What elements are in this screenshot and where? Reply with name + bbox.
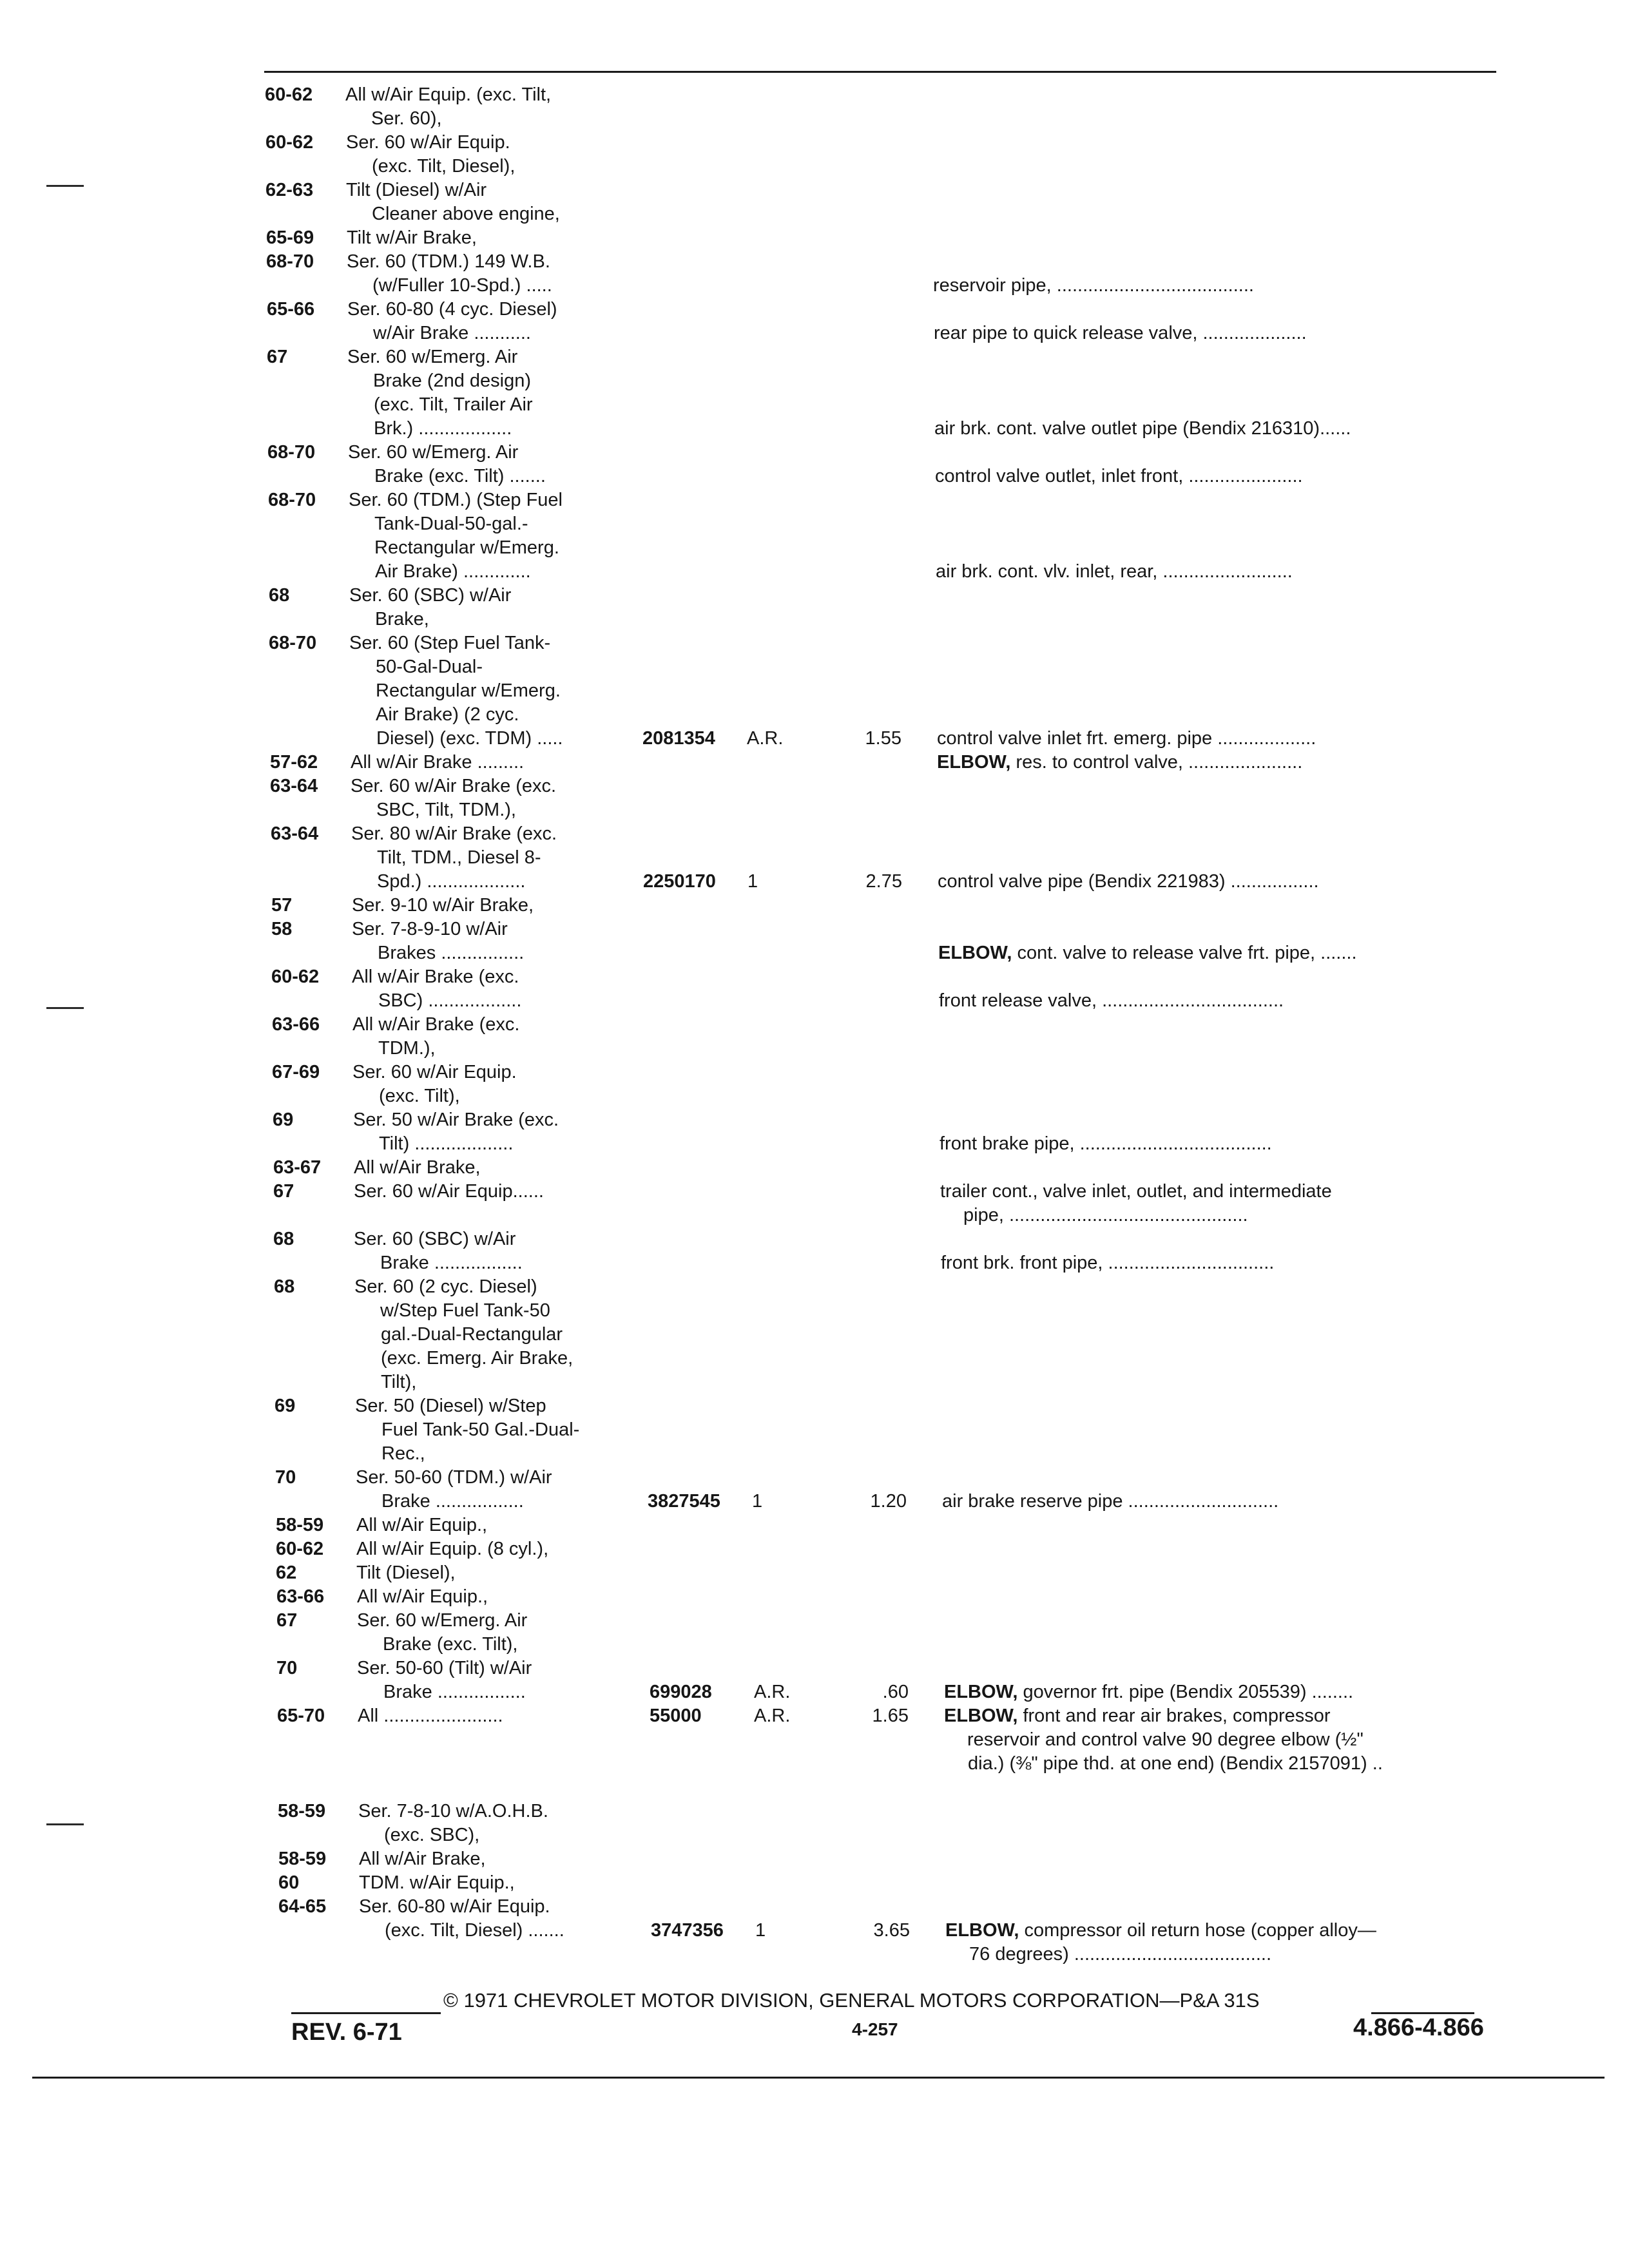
part-name: ELBOW, <box>938 943 1012 963</box>
part-description <box>938 941 1357 965</box>
part-description <box>934 417 1351 441</box>
application-text: Tank-Dual-50-gal.- <box>374 514 528 534</box>
list-price: 1.20 <box>870 1491 907 1512</box>
application-text: Ser. 60 w/Air Brake (exc. <box>351 776 557 796</box>
model-years: 67 <box>267 347 288 367</box>
application-text: Ser. 50 (Diesel) w/Step <box>355 1396 546 1416</box>
part-number: 55000 <box>650 1706 702 1726</box>
application-text: gal.-Dual-Rectangular <box>381 1324 563 1345</box>
application-text: All w/Air Equip., <box>357 1586 488 1607</box>
model-years: 67 <box>273 1181 294 1202</box>
page-number: 4-257 <box>852 2019 898 2039</box>
quantity: A.R. <box>747 728 784 749</box>
application-text: Ser. 60), <box>371 108 442 129</box>
description-text: front brk. front pipe, ................................ <box>941 1253 1275 1273</box>
part-description <box>937 751 1302 774</box>
application-text: (w/Fuller 10-Spd.) ..... <box>372 275 552 296</box>
description-text: governor frt. pipe (Bendix 205539) ........ <box>1017 1682 1354 1702</box>
description-text: control valve outlet, inlet front, ...................... <box>935 466 1303 486</box>
model-years: 58-59 <box>276 1515 324 1535</box>
application-text: Ser. 60 w/Emerg. Air <box>357 1610 528 1631</box>
application-text: All w/Air Equip. (exc. Tilt, <box>345 84 552 105</box>
application-text: Rec., <box>381 1443 425 1464</box>
model-years: 67-69 <box>272 1062 320 1082</box>
model-years: 60-62 <box>276 1539 324 1559</box>
part-description <box>936 560 1293 584</box>
application-text: Air Brake) ............. <box>375 561 531 582</box>
model-years: 67 <box>276 1610 298 1631</box>
quantity: A.R. <box>754 1706 791 1726</box>
binder-hole-mark <box>46 185 84 187</box>
model-years: 62-63 <box>265 180 314 200</box>
part-description <box>940 1180 1332 1204</box>
application-text: Rectangular w/Emerg. <box>374 537 559 558</box>
application-text: Tilt) ................... <box>379 1133 514 1154</box>
application-text: (exc. Tilt, Diesel), <box>372 156 516 177</box>
description-text: front and rear air brakes, compressor <box>1017 1706 1331 1726</box>
application-text: Brake ................. <box>380 1253 523 1273</box>
model-years: 68-70 <box>269 633 317 653</box>
application-text: (exc. Tilt), <box>379 1086 460 1106</box>
application-text: Tilt, TDM., Diesel 8- <box>377 847 541 868</box>
model-years: 57-62 <box>270 752 318 773</box>
description-text: air brake reserve pipe ............................. <box>942 1491 1279 1512</box>
part-number: 2250170 <box>643 871 716 892</box>
application-text: Ser. 60 (Step Fuel Tank- <box>349 633 551 653</box>
part-description <box>968 1752 1383 1776</box>
part-description <box>934 322 1307 345</box>
part-description <box>938 870 1319 894</box>
model-years: 69 <box>275 1396 296 1416</box>
application-text: SBC) .................. <box>378 990 522 1011</box>
model-years: 70 <box>276 1658 298 1678</box>
application-text: Brake (exc. Tilt), <box>383 1634 518 1655</box>
application-text: All w/Air Brake (exc. <box>352 966 519 987</box>
application-text: Brk.) .................. <box>374 418 512 439</box>
description-text: control valve inlet frt. emerg. pipe ................... <box>937 728 1316 749</box>
model-years: 60-62 <box>271 966 320 987</box>
application-text: Brakes ................ <box>378 943 525 963</box>
part-description <box>940 1132 1272 1156</box>
model-years: 68-70 <box>267 442 316 463</box>
application-text: Spd.) ................... <box>377 871 526 892</box>
application-text: TDM. w/Air Equip., <box>359 1872 515 1893</box>
application-text: Ser. 60 w/Emerg. Air <box>347 347 518 367</box>
description-text: dia.) (⅜" pipe thd. at one end) (Bendix 2157091) .. <box>968 1753 1383 1774</box>
model-years: 69 <box>273 1110 294 1130</box>
application-text: Ser. 50-60 (TDM.) w/Air <box>356 1467 552 1488</box>
application-text: Ser. 60 w/Air Equip. <box>352 1062 517 1082</box>
part-name: ELBOW, <box>944 1706 1018 1726</box>
list-price: 1.55 <box>865 728 901 749</box>
application-text: Ser. 60 w/Emerg. Air <box>348 442 519 463</box>
application-text: Ser. 9-10 w/Air Brake, <box>352 895 534 916</box>
part-description <box>939 989 1284 1013</box>
application-text: w/Air Brake ........... <box>373 323 531 343</box>
application-text: 50-Gal-Dual- <box>376 657 483 677</box>
application-text: Ser. 60 (SBC) w/Air <box>349 585 512 606</box>
part-description <box>963 1204 1248 1227</box>
description-text: reservoir and control valve 90 degree elbow (½" <box>967 1729 1364 1750</box>
part-description <box>942 1490 1278 1514</box>
application-text: Brake (exc. Tilt) ....... <box>374 466 546 486</box>
application-text: Ser. 80 w/Air Brake (exc. <box>351 823 557 844</box>
group-range: 4.866-4.866 <box>1353 2014 1484 2041</box>
application-text: Ser. 60 (SBC) w/Air <box>354 1229 516 1249</box>
model-years: 58-59 <box>278 1849 327 1869</box>
application-text: All w/Air Brake, <box>359 1849 486 1869</box>
application-text: Ser. 60 (TDM.) 149 W.B. <box>347 251 550 272</box>
application-text: All ....................... <box>358 1706 503 1726</box>
revision-label: REV. 6-71 <box>291 2019 402 2046</box>
application-text: Ser. 60 w/Air Equip. <box>346 132 510 153</box>
application-text: Tilt (Diesel), <box>356 1562 456 1583</box>
application-text: (exc. Tilt, Diesel) ....... <box>385 1920 564 1941</box>
application-text: (exc. Emerg. Air Brake, <box>381 1348 574 1369</box>
application-text: All w/Air Brake, <box>354 1157 481 1178</box>
model-years: 68-70 <box>266 251 314 272</box>
model-years: 62 <box>276 1562 297 1583</box>
application-text: Ser. 60 (2 cyc. Diesel) <box>354 1276 537 1297</box>
description-text: cont. valve to release valve frt. pipe, ....... <box>1012 943 1357 963</box>
description-text: res. to control valve, ...................... <box>1010 752 1303 773</box>
model-years: 68 <box>274 1276 295 1297</box>
part-description <box>944 1680 1353 1704</box>
application-text: Fuel Tank-50 Gal.-Dual- <box>381 1419 580 1440</box>
application-text: SBC, Tilt, TDM.), <box>376 800 516 820</box>
part-description <box>933 274 1254 298</box>
bottom-rule <box>32 2077 1605 2079</box>
model-years: 65-69 <box>266 227 314 248</box>
quantity: 1 <box>752 1491 763 1512</box>
application-text: Tilt w/Air Brake, <box>347 227 477 248</box>
part-number: 3827545 <box>648 1491 720 1512</box>
application-text: Diesel) (exc. TDM) ..... <box>376 728 563 749</box>
application-text: Ser. 60-80 (4 cyc. Diesel) <box>347 299 557 320</box>
part-description <box>937 727 1316 751</box>
application-text: Ser. 60 w/Air Equip...... <box>354 1181 544 1202</box>
application-text: TDM.), <box>378 1038 436 1059</box>
list-price: 2.75 <box>865 871 902 892</box>
description-text: rear pipe to quick release valve, .................... <box>934 323 1307 343</box>
list-price: 1.65 <box>872 1706 909 1726</box>
application-text: Ser. 60-80 w/Air Equip. <box>359 1896 550 1917</box>
footer-rule-left <box>291 2012 441 2014</box>
part-description <box>945 1919 1376 1943</box>
model-years: 60-62 <box>265 132 314 153</box>
model-years: 65-70 <box>277 1706 325 1726</box>
list-price: 3.65 <box>873 1920 910 1941</box>
application-text: Air Brake) (2 cyc. <box>376 704 519 725</box>
model-years: 58-59 <box>278 1801 326 1821</box>
model-years: 70 <box>275 1467 296 1488</box>
application-text: Brake, <box>375 609 429 629</box>
description-text: reservoir pipe, ...................................... <box>933 275 1254 296</box>
model-years: 58 <box>271 919 293 939</box>
top-rule <box>264 71 1496 73</box>
description-text: compressor oil return hose (copper alloy— <box>1019 1920 1376 1941</box>
model-years: 63-64 <box>271 823 319 844</box>
description-text: air brk. cont. vlv. inlet, rear, ......................... <box>936 561 1293 582</box>
model-years: 68-70 <box>268 490 316 510</box>
binder-hole-mark <box>46 1823 84 1825</box>
part-description <box>944 1704 1331 1728</box>
description-text: pipe, .............................................. <box>963 1205 1248 1225</box>
quantity: 1 <box>747 871 758 892</box>
binder-hole-mark <box>46 1007 84 1009</box>
description-text: control valve pipe (Bendix 221983) ................. <box>938 871 1319 892</box>
part-number: 3747356 <box>651 1920 724 1941</box>
application-text: Brake ................. <box>381 1491 524 1512</box>
part-description <box>967 1728 1364 1752</box>
application-text: All w/Air Brake ......... <box>351 752 525 773</box>
application-text: All w/Air Equip. (8 cyl.), <box>356 1539 549 1559</box>
application-text: (exc. SBC), <box>384 1825 480 1845</box>
description-text: air brk. cont. valve outlet pipe (Bendix 216310)...... <box>934 418 1351 439</box>
application-text: Tilt (Diesel) w/Air <box>346 180 487 200</box>
part-description <box>941 1251 1274 1275</box>
part-name: ELBOW, <box>937 752 1011 773</box>
model-years: 60 <box>278 1872 300 1893</box>
part-name: ELBOW, <box>945 1920 1019 1941</box>
application-text: Cleaner above engine, <box>372 204 560 224</box>
part-number: 699028 <box>650 1682 712 1702</box>
list-price: .60 <box>882 1682 909 1702</box>
application-text: Rectangular w/Emerg. <box>376 680 561 701</box>
part-description <box>935 465 1303 488</box>
description-text: front release valve, ................................... <box>939 990 1284 1011</box>
application-text: Tilt), <box>381 1372 417 1392</box>
application-text: All w/Air Brake (exc. <box>352 1014 520 1035</box>
quantity: 1 <box>755 1920 766 1941</box>
application-text: Ser. 7-8-9-10 w/Air <box>352 919 508 939</box>
description-text: 76 degrees) ...................................... <box>969 1944 1271 1965</box>
copyright-notice: © 1971 CHEVROLET MOTOR DIVISION, GENERAL MOTORS CORPORATION—P&A 31S <box>443 1989 1260 2012</box>
model-years: 57 <box>271 895 293 916</box>
model-years: 63-66 <box>276 1586 325 1607</box>
part-description <box>969 1943 1271 1966</box>
application-text: Ser. 7-8-10 w/A.O.H.B. <box>358 1801 548 1821</box>
model-years: 60-62 <box>265 84 313 105</box>
application-text: Ser. 60 (TDM.) (Step Fuel <box>349 490 563 510</box>
application-text: (exc. Tilt, Trailer Air <box>374 394 533 415</box>
model-years: 64-65 <box>278 1896 327 1917</box>
application-text: w/Step Fuel Tank-50 <box>380 1300 550 1321</box>
part-number: 2081354 <box>642 728 715 749</box>
model-years: 65-66 <box>267 299 315 320</box>
model-years: 63-67 <box>273 1157 322 1178</box>
model-years: 63-66 <box>272 1014 320 1035</box>
quantity: A.R. <box>754 1682 791 1702</box>
application-text: All w/Air Equip., <box>356 1515 488 1535</box>
part-name: ELBOW, <box>944 1682 1018 1702</box>
application-text: Ser. 50 w/Air Brake (exc. <box>353 1110 559 1130</box>
application-text: Brake (2nd design) <box>373 370 532 391</box>
description-text: front brake pipe, ..................................... <box>940 1133 1272 1154</box>
model-years: 68 <box>269 585 290 606</box>
application-text: Ser. 50-60 (Tilt) w/Air <box>357 1658 532 1678</box>
description-text: trailer cont., valve inlet, outlet, and intermediate <box>940 1181 1332 1202</box>
application-text: Brake ................. <box>383 1682 526 1702</box>
model-years: 68 <box>273 1229 294 1249</box>
model-years: 63-64 <box>270 776 318 796</box>
